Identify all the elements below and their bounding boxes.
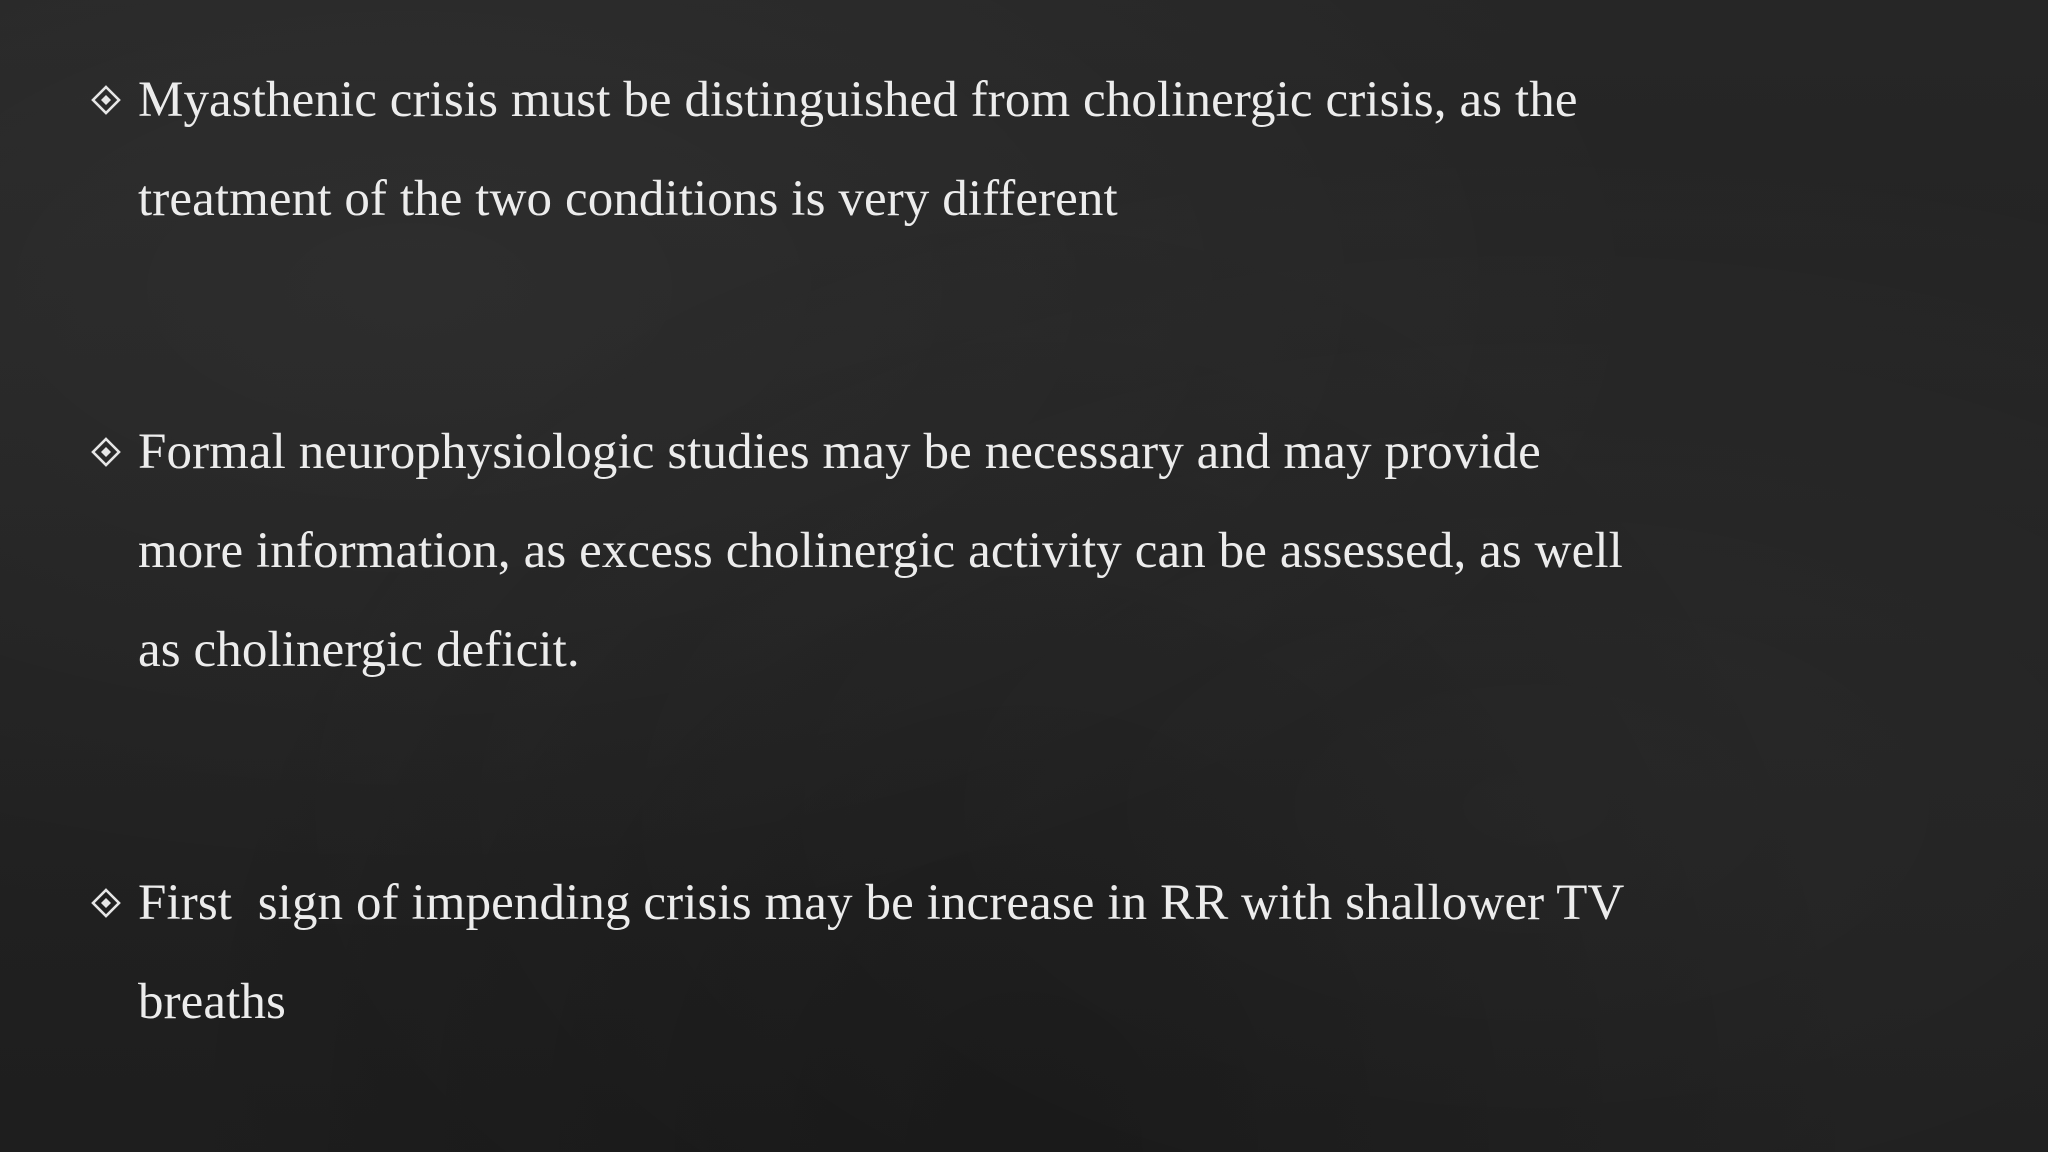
bullet-text xyxy=(138,854,1624,1052)
diamond-bullet-icon xyxy=(88,868,138,938)
bullet-line: First sign of impending crisis may be increase in RR with shallower TV xyxy=(138,875,1625,931)
bullet-line: Formal neurophysiologic studies may be necessary and may provide xyxy=(138,424,1541,480)
bullet-line: treatment of the two conditions is very different xyxy=(138,171,1118,227)
diamond-bullet-icon xyxy=(88,417,138,487)
bullet-line: breaths xyxy=(138,974,286,1030)
bullet-item xyxy=(88,417,1948,700)
bullet-item xyxy=(88,65,1948,249)
bullet-line: more information, as excess cholinergic activity can be assessed, as well xyxy=(138,523,1623,579)
bullet-item xyxy=(88,868,1948,1052)
bullet-line: Myasthenic crisis must be distinguished from cholinergic crisis, as the xyxy=(138,72,1578,128)
bullet-line: as cholinergic deficit. xyxy=(138,622,580,678)
diamond-bullet-icon xyxy=(88,65,138,135)
bullet-text xyxy=(138,51,1578,249)
bullet-text xyxy=(138,403,1623,700)
